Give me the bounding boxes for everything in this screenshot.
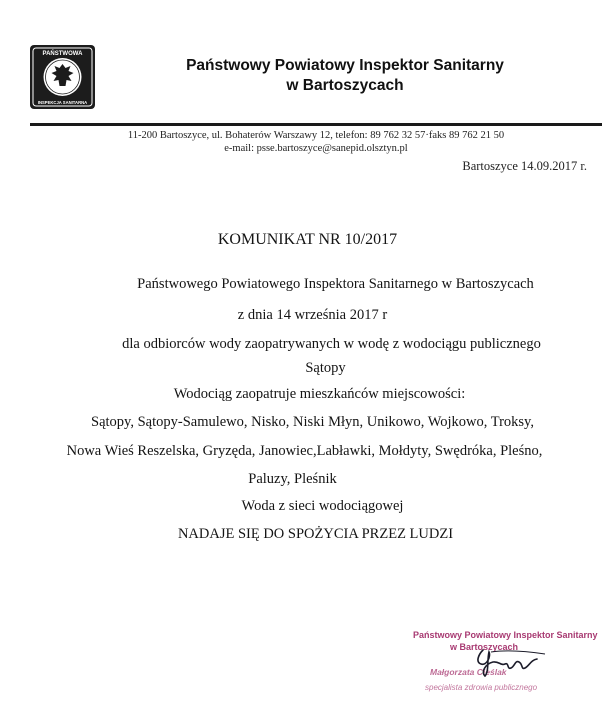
office-title: Państwowy Powiatowy Inspektor Sanitarny bbox=[186, 57, 504, 74]
svg-text:PAŃSTWOWA: PAŃSTWOWA bbox=[42, 51, 83, 57]
stamp-signatory: Małgorzata Cieślak bbox=[430, 667, 507, 677]
handwritten-signature bbox=[465, 642, 555, 682]
localities-heading: Wodociąg zaopatruje mieszkańców miejscowości: bbox=[173, 386, 466, 402]
localities-line-2: Nowa Wieś Reszelska, Gryzęda, Janowiec,Labławki, Mołdyty, Swędróka, Pleśno, bbox=[66, 443, 543, 459]
issuer-line: Państwowego Powiatowego Inspektora Sanitarnego w Bartoszycach bbox=[137, 276, 534, 292]
office-location: w Bartoszycach bbox=[286, 77, 404, 94]
document-date: Bartoszyce 14.09.2017 r. bbox=[462, 159, 587, 173]
stamp-position: specjalista zdrowia publicznego bbox=[425, 683, 538, 692]
stamp-office: Państwowy Powiatowy Inspektor Sanitarny bbox=[413, 630, 598, 640]
waterworks-name: Sątopy bbox=[305, 360, 346, 376]
svg-text:INSPEKCJA SANITARNA: INSPEKCJA SANITARNA bbox=[37, 100, 88, 105]
email-line: e-mail: psse.bartoszyce@sanepid.olsztyn.pl bbox=[224, 143, 408, 154]
localities-line-3: Paluzy, Pleśnik bbox=[248, 471, 337, 487]
localities-line-1: Sątopy, Sątopy-Samulewo, Nisko, Niski Młyn, Unikowo, Wojkowo, Troksy, bbox=[91, 414, 534, 430]
issue-date-line: z dnia 14 września 2017 r bbox=[237, 307, 388, 323]
address-line: 11-200 Bartoszyce, ul. Bohaterów Warszawy 12, telefon: 89 762 32 57·faks 89 762 21 50 bbox=[127, 130, 505, 141]
header-divider bbox=[30, 123, 602, 126]
inspekcja-sanitarna-logo bbox=[29, 44, 96, 110]
water-source-line: Woda z sieci wodociągowej bbox=[241, 498, 404, 514]
stamp-location: w Bartoszycach bbox=[450, 642, 519, 652]
document-title: KOMUNIKAT NR 10/2017 bbox=[217, 231, 398, 248]
verdict-line: NADAJE SIĘ DO SPOŻYCIA PRZEZ LUDZI bbox=[177, 526, 454, 542]
recipients-line: dla odbiorców wody zaopatrywanych w wodę z wodociągu publicznego bbox=[122, 336, 541, 352]
